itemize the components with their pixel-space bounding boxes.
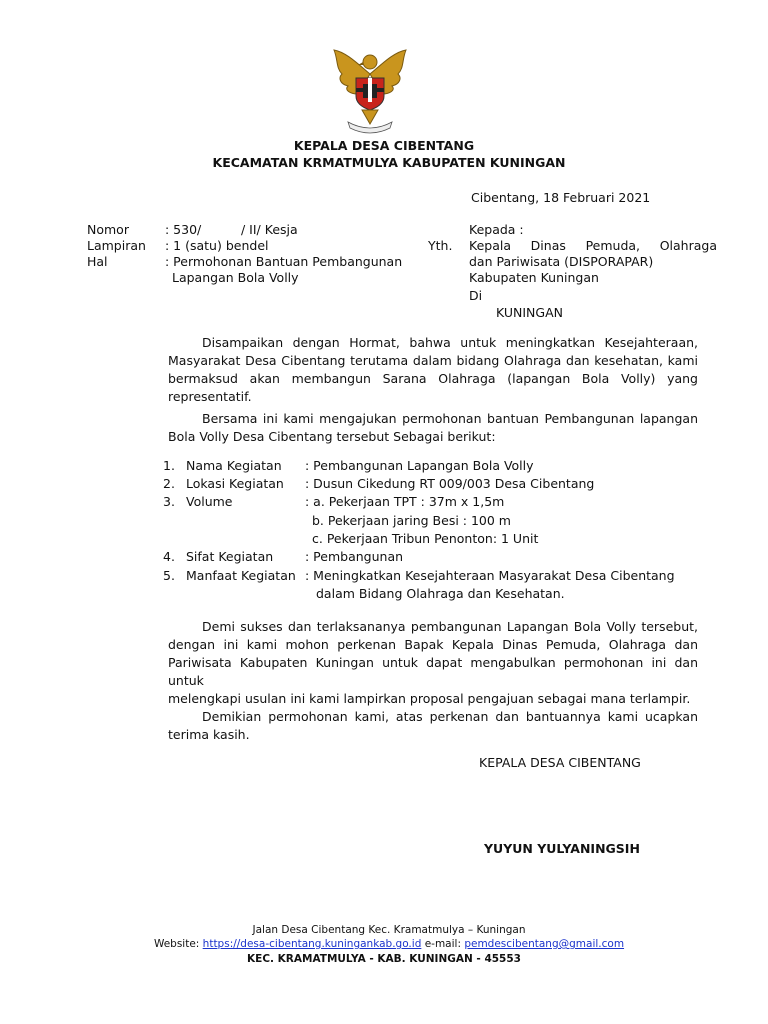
header-title: KEPALA DESA CIBENTANG (293, 138, 475, 153)
paragraph-line: dengan ini kami mohon perkenan Bapak Kepala Dinas Pemuda, Olahraga dan (168, 637, 698, 652)
list-item-value: : a. Pekerjaan TPT : 37m x 1,5m (305, 494, 505, 509)
garuda-emblem-icon (328, 44, 412, 134)
list-item-num: 3. (163, 494, 175, 509)
recipient-di: Di (469, 288, 483, 303)
paragraph-line: terima kasih. (168, 727, 250, 742)
paragraph-intro (168, 334, 698, 406)
volume-detail: c. Pekerjaan Tribun Penonton: 1 Unit (312, 531, 539, 546)
paragraph-closing-request (168, 618, 698, 708)
letter-date: Cibentang, 18 Februari 2021 (471, 190, 651, 205)
list-item-value: : Dusun Cikedung RT 009/003 Desa Cibentang (305, 476, 595, 491)
paragraph-line: Pariwisata Kabupaten Kuningan untuk dapat mengabulkan permohonan ini dan untuk (168, 655, 698, 688)
hal-value: : Permohonan Bantuan Pembangunan (165, 254, 403, 269)
paragraph-line: Masyarakat Desa Cibentang terutama dalam bidang Olahraga dan kesehatan, kami (168, 353, 698, 368)
list-item-num: 4. (163, 549, 175, 564)
paragraph-line: melengkapi usulan ini kami lampirkan proposal pengajuan sebagai mana terlampir. (168, 691, 691, 706)
yth-label: Yth. (428, 238, 453, 253)
paragraph-line: Bersama ini kami mengajukan permohonan bantuan Pembangunan lapangan (202, 411, 698, 426)
list-item-num: 2. (163, 476, 175, 491)
lampiran-label: Lampiran (87, 238, 146, 253)
nomor-label: Nomor (87, 222, 129, 237)
website-label: Website: (153, 938, 203, 950)
footer-address: Jalan Desa Cibentang Kec. Kramatmulya – Kuningan (252, 924, 526, 936)
footer-contact (0, 938, 768, 950)
list-item-num: 1. (163, 458, 175, 473)
manfaat-detail: dalam Bidang Olahraga dan Kesehatan. (316, 586, 565, 601)
list-item-label: Nama Kegiatan (186, 458, 282, 473)
paragraph-line: Bola Volly Desa Cibentang tersebut Sebagai berikut: (168, 429, 496, 444)
header-subtitle: KECAMATAN KRMATMULYA KABUPATEN KUNINGAN (212, 155, 566, 170)
paragraph-request (168, 410, 698, 446)
nomor-value: : 530/ (165, 222, 202, 237)
footer-bottom: KEC. KRAMATMULYA - KAB. KUNINGAN - 45553 (247, 953, 521, 965)
lampiran-value: : 1 (satu) bendel (165, 238, 269, 253)
website-link[interactable]: https://desa-cibentang.kuningankab.go.id (202, 938, 422, 950)
volume-detail: b. Pekerjaan jaring Besi : 100 m (312, 513, 511, 528)
list-item-value: : Pembangunan (305, 549, 404, 564)
list-item-value: : Pembangunan Lapangan Bola Volly (305, 458, 534, 473)
email-label: e-mail: (421, 938, 465, 950)
recipient-line-1: Kepala Dinas Pemuda, Olahraga (469, 238, 717, 253)
email-link[interactable]: pemdescibentang@gmail.com (464, 938, 625, 950)
list-item-value: : Meningkatkan Kesejahteraan Masyarakat Desa Cibentang (305, 568, 675, 583)
signature-name: YUYUN YULYANINGSIH (484, 841, 640, 856)
kepada-label: Kepada : (469, 222, 524, 237)
paragraph-line: Demikian permohonan kami, atas perkenan dan bantuannya kami ucapkan (202, 709, 698, 724)
paragraph-line: Demi sukses dan terlaksananya pembangunan Lapangan Bola Volly tersebut, (202, 619, 698, 634)
list-item-label: Manfaat Kegiatan (186, 568, 296, 583)
paragraph-line: Disampaikan dengan Hormat, bahwa untuk meningkatkan Kesejahteraan, (202, 335, 698, 350)
signature-title: KEPALA DESA CIBENTANG (479, 755, 641, 770)
hal-value-cont: Lapangan Bola Volly (172, 270, 299, 285)
list-item-label: Sifat Kegiatan (186, 549, 274, 564)
paragraph-thanks (168, 708, 698, 744)
list-item-label: Lokasi Kegiatan (186, 476, 284, 491)
recipient-line-2: dan Pariwisata (DISPORAPAR) (469, 254, 654, 269)
list-item-num: 5. (163, 568, 175, 583)
hal-label: Hal (87, 254, 108, 269)
paragraph-line: representatif. (168, 389, 252, 404)
recipient-line-3: Kabupaten Kuningan (469, 270, 599, 285)
list-item-label: Volume (186, 494, 233, 509)
recipient-city: KUNINGAN (496, 305, 563, 320)
nomor-suffix: / II/ Kesja (241, 222, 298, 237)
paragraph-line: bermaksud akan membangun Sarana Olahraga (lapangan Bola Volly) yang (168, 371, 698, 386)
